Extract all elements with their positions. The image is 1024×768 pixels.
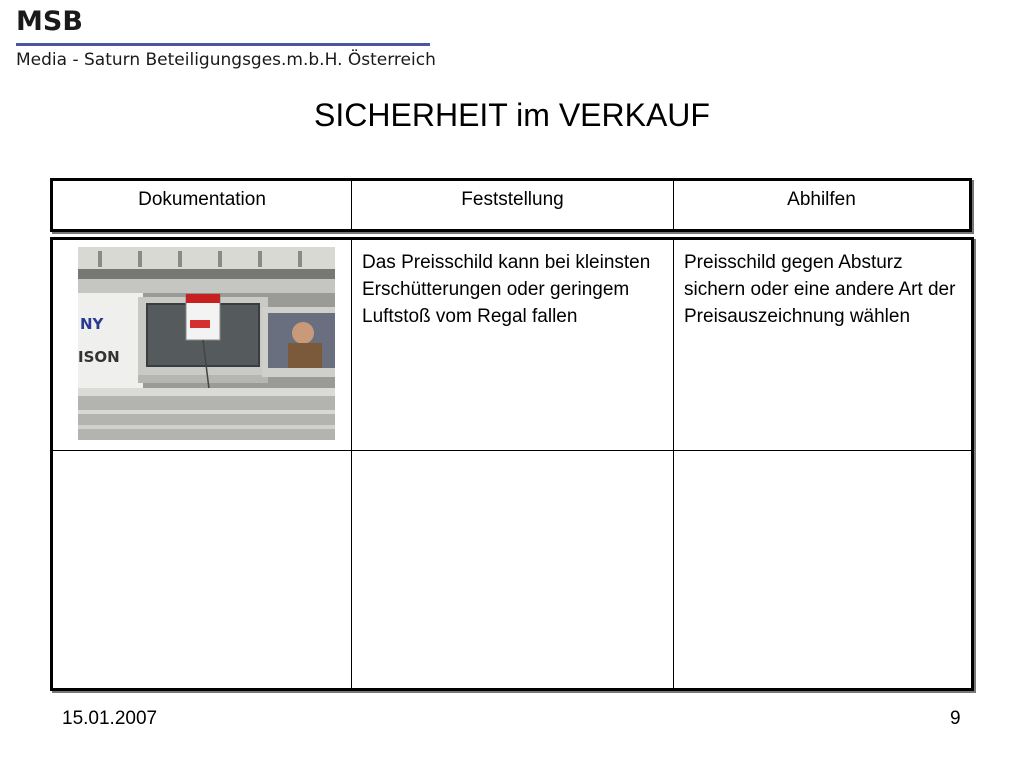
slide-title: SICHERHEIT im VERKAUF (314, 97, 710, 133)
finding-cell (352, 451, 674, 688)
remedy-cell (674, 240, 971, 450)
table-row (53, 240, 971, 451)
company-name: Media - Saturn Beteiligungsges.m.b.H. Österreich (16, 50, 436, 70)
header-table (50, 178, 972, 232)
company-logo-text: MSB (16, 6, 83, 37)
finding-text (352, 451, 673, 460)
documentation-cell (53, 451, 352, 688)
documentation-cell (53, 240, 352, 450)
footer-date: 15.01.2007 (62, 708, 158, 729)
svg-text:NY: NY (80, 315, 104, 333)
store-shelf-photo (78, 247, 335, 440)
findings-table (50, 237, 974, 691)
header-finding: Feststellung (352, 181, 674, 229)
finding-cell (352, 240, 674, 450)
header-documentation: Dokumentation (53, 181, 352, 229)
remedy-cell (674, 451, 971, 688)
svg-text:ISON: ISON (78, 348, 120, 366)
remedy-text (674, 451, 971, 460)
finding-text: Das Preisschild kann bei kleinsten Erschütterungen oder geringem Luftstoß vom Regal fallen (362, 252, 651, 327)
table-row (53, 451, 971, 688)
logo-underline (16, 43, 430, 46)
page-number: 9 (950, 708, 961, 729)
remedy-text: Preisschild gegen Absturz sichern oder eine andere Art der Preisauszeichnung wählen (684, 252, 956, 327)
header-remedy: Abhilfen (787, 189, 856, 210)
